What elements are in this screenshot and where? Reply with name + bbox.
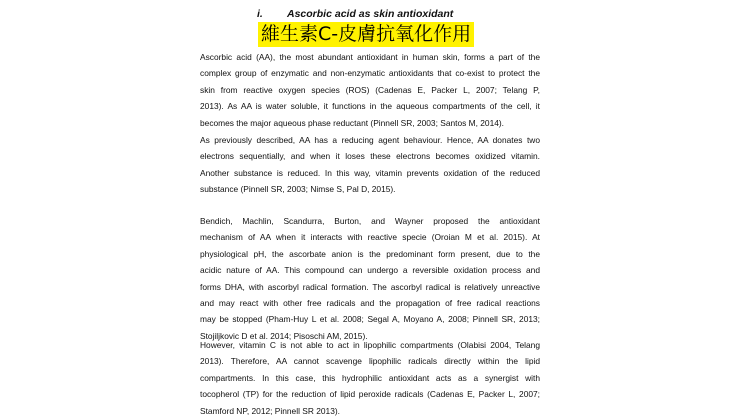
paragraph-line: physiological pH, the ascorbate anion is the predominant form present, due to the xyxy=(200,248,540,259)
paragraph-line: substance (Pinnell SR, 2003; Nimse S, Pal D, 2015). xyxy=(200,184,396,195)
paragraph-1 xyxy=(200,49,540,131)
paragraph-3 xyxy=(200,213,540,344)
section-number: i. xyxy=(257,8,263,20)
paragraph-line: However, vitamin C is not able to act in lipophilic compartments (Olabisi 2004, Telang xyxy=(200,340,540,350)
paragraph-line: tocopherol (TP) for the reduction of lipid peroxide radicals (Cadenas E, Packer L, 2007; xyxy=(200,389,540,400)
paragraph-line: forms DHA, with ascorbyl radical formation. The ascorbyl radical is relatively unreactive xyxy=(200,281,540,292)
paragraph-line: 2013). Therefore, AA cannot scavenge lipophilic radicals directly within the lipid xyxy=(200,356,540,367)
paragraph-line: As previously described, AA has a reducing agent behaviour. Hence, AA donates two xyxy=(200,135,540,145)
paragraph-line: Stamford NP, 2012; Pinnell SR 2013). xyxy=(200,405,340,416)
paragraph-line: Another substance is reduced. In this way, vitamin prevents oxidation of the reduced xyxy=(200,167,540,178)
paragraph-line: may be stopped (Pham-Huy L et al. 2008; Segal A, Moyano A, 2008; Pinnell SR, 2013; xyxy=(200,314,540,325)
section-title: Ascorbic acid as skin antioxidant xyxy=(287,8,454,20)
paragraph-line: 2013). As AA is water soluble, it functions in the aqueous compartments of the cell, it xyxy=(200,101,540,112)
paragraph-line: Bendich, Machlin, Scandurra, Burton, and Wayner proposed the antioxidant xyxy=(200,216,540,226)
section-heading xyxy=(257,6,453,22)
paragraph-2 xyxy=(200,132,540,198)
paragraph-4 xyxy=(200,337,540,419)
paragraph-line: skin from reactive oxygen species (ROS) (Cadenas E, Packer L, 2007; Telang P, xyxy=(200,84,540,95)
paragraph-line: acidic nature of AA. This compound can undergo a reversible oxidation process and xyxy=(200,265,540,276)
chinese-caption-highlight: 維生素C-皮膚抗氧化作用 xyxy=(258,22,474,47)
paragraph-line: compartments. In this case, this hydrophilic antioxidant acts as a synergist with xyxy=(200,372,540,383)
paragraph-line: Stojiljkovic D et al. 2014; Pisoschi AM, 2015). xyxy=(200,330,368,341)
paragraph-line: Ascorbic acid (AA), the most abundant antioxidant in human skin, forms a part of the xyxy=(200,52,540,62)
paragraph-line: and may react with other free radicals and the propagation of free radical reactions xyxy=(200,298,540,309)
paragraph-line: complex group of enzymatic and non-enzymatic antioxidants that co-exist to protect the xyxy=(200,68,540,79)
paragraph-line: mechanism of AA when it interacts with reactive specie (Oroian M et al. 2015). At xyxy=(200,232,540,243)
paragraph-line: electrons sequentially, and when it loses these electrons becomes oxidized vitamin. xyxy=(200,151,540,162)
paragraph-line: becomes the major aqueous phase reductant (Pinnell SR, 2003; Santos M, 2014). xyxy=(200,117,505,128)
